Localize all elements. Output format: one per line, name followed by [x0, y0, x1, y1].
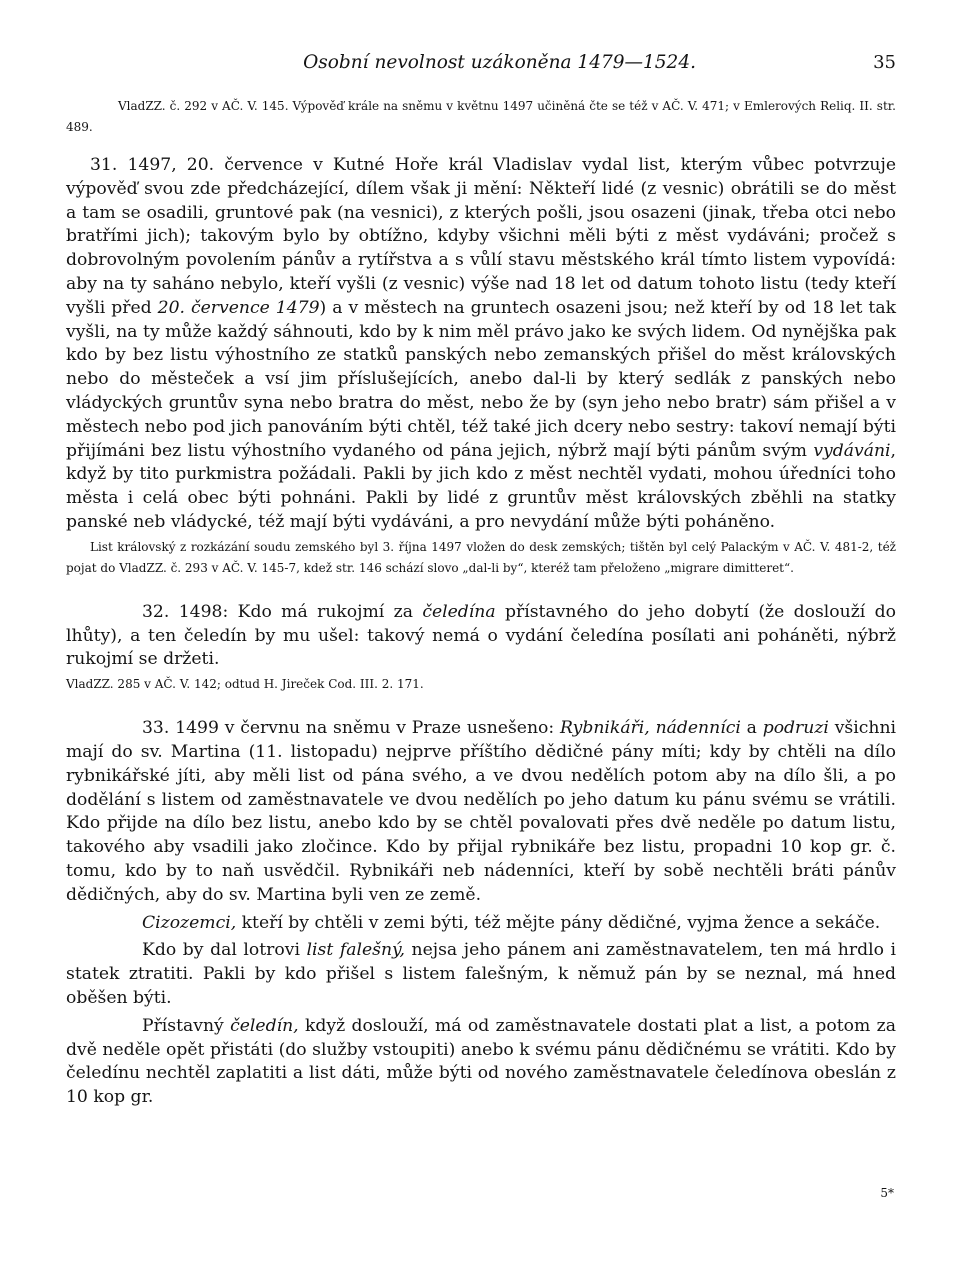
- section-33-p3-b: nejsa jeho pánem ani zaměstnavatelem, ten má hrdlo i statek ztratiti. Pakli by kdo přišel s listem falešným, k němuž pán by se neznal, má hned oběšen býti.: [66, 940, 896, 1008]
- running-header: [66, 52, 896, 82]
- section-33-p4-a: Přístavný: [142, 1015, 231, 1036]
- spacer: [66, 579, 896, 601]
- section-31-text-b: ) a v městech na gruntech osazeni jsou; než kteří by od 18 let tak vyšli, na ty může každý sáhnouti, kdo by k nim měl právo jako ke svých lidem. Od nynějška pak kdo by bez listu výhostního ze statků panských nebo zemanských přišel do měst královských nebo do městeček a vsí jim příslušejících, anebo dal-li by který sedlák z panských nebo vládyckých gruntův syna nebo bratra do měst, nebo že by (syn jeho nebo bratr) sám přišel a v městech nebo pod jich panováním býti chtěl, též také jich dcery nebo sestry: takoví nemají býti přijímáni bez listu výhostního vydaného od pána jejich, nýbrž mají býti pánům svým: [66, 297, 896, 461]
- section-33-p2-italic: Cizozemci,: [142, 912, 237, 933]
- section-33-p4-b: když doslouží, má od zaměstnavatele dostati plat a list, a potom za dvě neděle opět přistáti (do služby vstoupiti) anebo k svému pánu dědičnému se vrátiti. Kdo by čeledínu nechtěl zaplatiti a list dáti, může býti od nového zaměstnavatele čeledínova obeslán z 10 kop gr.: [66, 1015, 896, 1108]
- section-33-p1-a: 33. 1499 v červnu na sněmu v Praze usnešeno:: [142, 718, 560, 739]
- section-31-text-a: 31. 1497, 20. července v Kutné Hoře král Vladislav vydal list, kterým vůbec potvrzuje výpověď svou zde předcházející, dílem však ji mění: Někteří lidé (z vesnic) obrátili se do měst a tam se osadili, gruntové pak (na vesnici), z kterých pošli, jsou osazeni (jinak, třeba otci nebo bratřími jich); takovým bylo by obtížno, kdyby všichni měli býti z měst vydáváni; pročež s dobrovolným povolením pánův a rytířstva a s vůlí stavu městského král tímto listem vypovídá: aby na ty saháno nebylo, kteří vyšli (z vesnic) výše nad 18 let od datum tohoto listu (tedy kteří vyšli před: [66, 155, 896, 318]
- section-31-text-c: , když by tito purkmistra požádali. Pakli by jich kdo z měst nechtěl vydati, mohou úředníci toho města i celá obec býti pohnáni. Pakli by lidé z gruntův měst královských zběhli na statky panské neb vládycké, též mají býti vydáváni, a pro nevydání může býti poháněno.: [66, 440, 896, 532]
- section-33-p1-mid: a: [740, 718, 763, 739]
- section-31-italic-word: vydáváni: [813, 440, 891, 461]
- section-32-text-b: přístavného do jeho dobytí (že doslouží do lhůty), a ten čeledín by mu ušel: takový nemá o vydání čeledína posílati ani poháněti, nýbrž rukojmí se držeti.: [66, 601, 896, 670]
- top-note: VladZZ. č. 292 v AČ. V. 145. Výpověď krále na sněmu v květnu 1497 učiněná čte se též v AČ. V. 471; v Emlerových Reliq. II. str. 489.: [66, 99, 896, 134]
- section-32-text-a: 32. 1498: Kdo má rukojmí za: [142, 601, 423, 622]
- section-33-paragraph-1: [66, 717, 896, 907]
- section-33-p4-italic: čeledín,: [230, 1015, 299, 1036]
- page: [66, 52, 896, 1110]
- section-33-paragraph-2: [66, 912, 896, 936]
- section-31-source: List královský z rozkázání soudu zemského byl 3. října 1497 vložen do desk zemských; tištěn byl celý Palackým v AČ. V. 481-2, též pojat do VladZZ. č. 293 v AČ. V. 145-7, kdež str. 146 schází slovo „dal-li by“, kteréž tam přeloženo „migrare dimitteret“.: [66, 539, 896, 575]
- section-33-p1-b: všichni mají do sv. Martina (11. listopadu) nejprve příštího dědičné pány míti; kdy by chtěli na dílo rybnikářské jíti, aby měli list od pána svého, a ve dvou nedělích potom aby na dílo šli, a po dodělání s listem od zaměstnavatele ve dvou nedělích po jeho datum ku pánu svému se vrátili. Kdo přijde na dílo bez listu, anebo kdo by se chtěl povalovati přes dvě neděle po datum listu, takového aby vsadili jako zločince. Kdo by přijal rybnikáře bez listu, propadni 10 kop gr. č. tomu, kdo by to naň usvědčil. Rybnikáři neb nádenníci, kteří by sobě nechtěli bráti pánův dědičných, aby do sv. Martina byli ven ze země.: [66, 718, 897, 905]
- section-31-italic-date: 20. července 1479: [157, 297, 320, 318]
- section-33-paragraph-4: [66, 1015, 896, 1110]
- section-32-italic: čeledína: [422, 601, 496, 622]
- section-32-source: VladZZ. 285 v AČ. V. 142; odtud H. Jireček Cod. III. 2. 171.: [66, 677, 424, 692]
- page-number: 35: [873, 52, 896, 73]
- section-33-p1-italic-2: podruzi: [762, 718, 829, 739]
- spacer: [66, 695, 896, 717]
- section-33-p3-a: Kdo by dal lotrovi: [142, 940, 307, 961]
- section-31: [66, 154, 896, 535]
- running-title: Osobní nevolnost uzákoněna 1479—1524.: [303, 52, 696, 73]
- section-33-p1-italic-1: Rybnikáři, nádenníci: [560, 718, 741, 739]
- section-33-p2-text: kteří by chtěli v zemi býti, též mějte pány dědičné, vyjma žence a sekáče.: [236, 912, 881, 933]
- section-32: [66, 601, 896, 672]
- signature-mark: 5*: [880, 1186, 894, 1200]
- section-33-p3-italic: list falešný,: [306, 940, 405, 961]
- section-33-paragraph-3: [66, 939, 896, 1010]
